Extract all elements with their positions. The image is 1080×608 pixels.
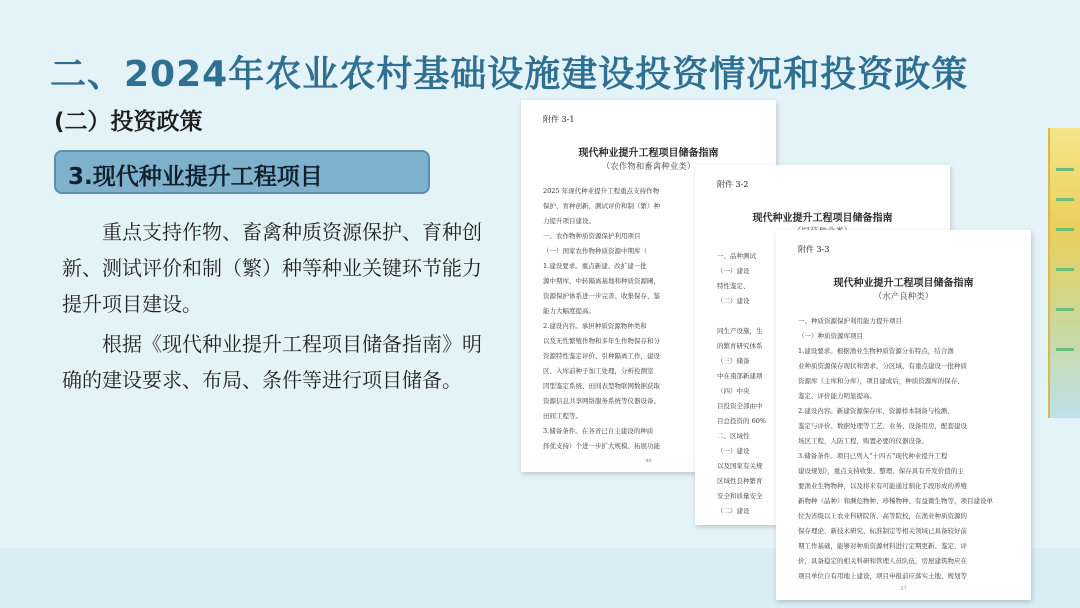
section-heading: 3.现代种业提升工程项目: [68, 164, 323, 190]
document-line: 保护、育种创新、测试评价和制（繁）种: [543, 202, 660, 210]
document-line: 场区工程，人防工程，购置必要的仪器设备。: [798, 437, 928, 445]
document-line: 的繁育研究体系: [717, 342, 763, 350]
document-line: 特性鉴定、: [717, 282, 750, 290]
document-line: 保存理论、新技术研究、标准制定等相关领域已具备较好前: [798, 527, 967, 535]
document-line: 能力大幅度提高。: [543, 307, 595, 315]
document-line: 1.建设要求。根据渔业生物种质资源分布特点，结合渔: [798, 347, 954, 355]
document-line: 因型鉴定系统、田间表型物联网数据获取: [543, 382, 660, 390]
document-title: 现代种业提升工程项目储备指南: [752, 213, 893, 224]
document-line: 一、品种测试: [717, 252, 756, 260]
paragraph: 根据《现代种业提升工程项目储备指南》明确的建设要求、布局、条件等进行项目储备。: [62, 332, 482, 392]
document-line: 2.建设内容。新建资源保存库、资源样本制备与检测、: [798, 407, 954, 415]
document-title: 现代种业提升工程项目储备指南: [578, 148, 719, 159]
document-line: 建设规划》，重点支持收集、整理、保存具有开发价值的主: [798, 467, 964, 475]
document-line: 田间工程等。: [543, 412, 582, 420]
annex-label: 附件 3-1: [543, 115, 575, 124]
document-line: 力提升项目建设。: [543, 217, 595, 225]
document-title: 现代种业提升工程项目储备指南: [833, 278, 974, 289]
section-heading-box: [54, 150, 430, 194]
document-line: 目投资全部由中: [717, 402, 763, 410]
document-line: 以及无性繁殖作物和多年生作物保存和分: [543, 337, 660, 345]
document-line: 目总投资的 60%: [717, 417, 767, 425]
document-line: 资源特性鉴定评价、引种隔离工作，建设: [543, 352, 660, 360]
document-line: （一）种质资源库项目: [798, 332, 863, 340]
document-line: （二）建设: [717, 507, 750, 515]
document-line: 期工作基础，能够对种质资源材料进行定期更新、鉴定、评: [798, 542, 967, 550]
document-line: 1.建设要求。重点新建、改扩建一批: [543, 262, 647, 270]
document-line: 位为省级以上农业科研院所、高等院校，在渔业种质资源的: [798, 512, 967, 520]
document-line: 2.建设内容。承担种质资源物种类和: [543, 322, 647, 330]
document-line: 同生产设施，生: [717, 327, 763, 335]
document-line: 一、农作物种质资源保护利用项目: [543, 232, 641, 240]
document-line: 中在南部新建项: [717, 372, 763, 380]
document-line: 区域性良种繁育: [717, 477, 763, 485]
document-line: （一）国家农作物种质资源中期库（: [543, 247, 647, 255]
document-page-3: [776, 230, 1031, 600]
document-subtitle: （农作物和畜禽种业类）: [601, 162, 696, 172]
document-line: 项目单位自有用地上建设，项目申报前应落实土地、规划等: [798, 572, 967, 580]
decorative-stripe: [1048, 128, 1080, 418]
document-line: 新物种（品种）和濒危物种、珍稀物种、有益微生物等，项目建设单: [798, 497, 993, 505]
document-line: 一、种质资源保护利用能力提升项目: [798, 317, 902, 325]
document-subtitle: （水产良种类）: [873, 292, 934, 302]
document-line: （二）建设: [717, 297, 750, 305]
document-line: 区、入库前种子加工处理，分析检测室: [543, 367, 654, 375]
annex-label: 附件 3-3: [798, 245, 830, 254]
document-text: [798, 314, 1019, 584]
document-line: （三）储备: [717, 357, 750, 365]
section-subtitle: (二）投资政策: [54, 109, 203, 135]
document-line: （四）中央: [717, 387, 750, 395]
document-line: 二、区域性: [717, 432, 750, 440]
page-number: 57: [900, 586, 907, 592]
document-line: 3.储备条件。项目已列入“十四五”现代种业提升工程: [798, 452, 948, 460]
document-line: 3.储备条件。在各省已自主建设的种质: [543, 427, 654, 435]
document-line: 2025 年现代种业提升工程重点支持作物: [543, 187, 660, 195]
document-line: 源中期库、中转隔离基地和种质资源圃，: [543, 277, 660, 285]
document-line: 业种质资源保存现状和需求，分区域、有重点建设一批种质: [798, 362, 967, 370]
annex-label: 附件 3-2: [717, 180, 749, 189]
document-line: 以及国家有关规: [717, 462, 763, 470]
document-line: 鉴定、评价能力明显提高。: [798, 392, 876, 400]
document-line: 鉴定与评价、数据处理等工艺、业务、设备用房，配套建设: [798, 422, 967, 430]
document-line: （一）建设: [717, 267, 750, 275]
body-text: [62, 214, 500, 402]
document-line: 安全和质量安全: [717, 492, 763, 500]
document-line: 资源保护体系进一步完善、收集保存、鉴: [543, 292, 660, 300]
document-line: 资源信息共享网络服务系统等仪器设备。: [543, 397, 660, 405]
page-title: 二、2024年农业农村基础设施建设投资情况和投资政策: [50, 54, 969, 95]
page-number: 48: [645, 458, 652, 464]
document-line: 择优支持）个进一步扩大规模、拓展功能: [543, 442, 660, 450]
document-line: （一）建设: [717, 447, 750, 455]
document-line: 资源库（主库和分库），项目建成后，种质资源库的保存、: [798, 377, 964, 385]
document-line: 要渔业生物物种，以及将来有可能通过驯化手段形成的养殖: [798, 482, 967, 490]
paragraph: 重点支持作物、畜禽种质资源保护、育种创新、测试评价和制（繁）种等种业关键环节能力提升项目建设。: [62, 220, 482, 316]
document-line: 价，具备稳定的相关科研和管理人员队伍，房屋建筑物应在: [798, 557, 967, 565]
